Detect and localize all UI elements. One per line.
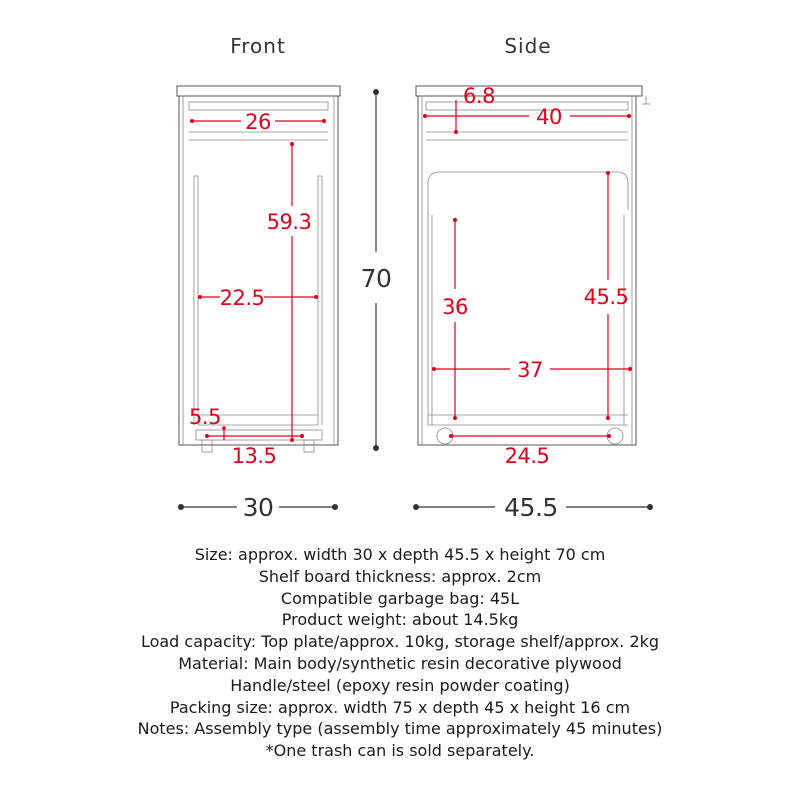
- spec-size: Size: approx. width 30 x depth 45.5 x height 70 cm: [194, 545, 606, 564]
- side-view-outline: [416, 86, 650, 445]
- spec-list: [0, 544, 800, 762]
- overall-depth-label: 45.5: [504, 493, 558, 522]
- spec-material: Material: Main body/synthetic resin decorative plywood: [178, 653, 622, 673]
- spec-garbage-bag: Compatible garbage bag: 45L: [280, 588, 520, 608]
- side-overall-depth: [413, 493, 653, 522]
- side-dimensions: [423, 84, 632, 468]
- spec-weight: Product weight: about 14.5kg: [281, 610, 519, 630]
- side-left-height-label: 36: [442, 295, 468, 319]
- front-overall-width: [178, 493, 338, 522]
- overall-height-label: 70: [360, 264, 392, 293]
- side-view-title: Side: [504, 34, 552, 58]
- front-view-outline: [177, 86, 340, 452]
- overall-width-label: 30: [242, 493, 274, 522]
- side-shelf-width-label: 37: [517, 358, 543, 382]
- front-shelf-width-label: 22.5: [219, 286, 265, 310]
- spec-load-capacity: Load capacity: Top plate/approx. 10kg, storage shelf/approx. 2kg: [140, 632, 660, 652]
- side-right-height-label: 45.5: [583, 285, 629, 309]
- front-inner-width-label: 26: [245, 110, 271, 134]
- side-top-width-label: 40: [536, 105, 562, 129]
- front-foot-width-label: 13.5: [231, 444, 277, 468]
- spec-packing-size: Packing size: approx. width 75 x depth 45 x height 16 cm: [169, 697, 631, 717]
- spec-shelf-thickness: Shelf board thickness: approx. 2cm: [258, 566, 542, 586]
- spec-trash-can-note: *One trash can is sold separately.: [265, 741, 535, 761]
- front-view-title: Front: [230, 34, 286, 58]
- spec-handle: Handle/steel (epoxy resin powder coating): [230, 675, 570, 695]
- spec-notes: Notes: Assembly type (assembly time approximately 45 minutes): [137, 719, 663, 739]
- side-bottom-width-label: 24.5: [504, 444, 550, 468]
- overall-height-dimension: [361, 89, 392, 451]
- front-inner-height-label: 59.3: [266, 210, 312, 234]
- front-foot-height-label: 5.5: [189, 405, 221, 429]
- front-dimensions: [189, 110, 326, 468]
- side-top-offset-label: 6.8: [463, 84, 495, 108]
